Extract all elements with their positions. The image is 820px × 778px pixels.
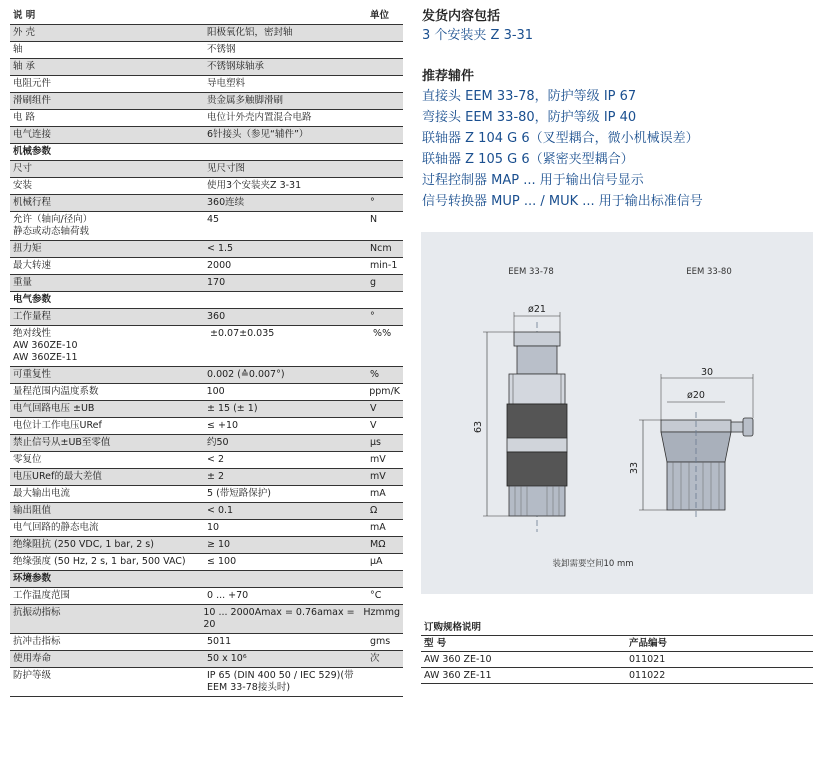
spec-row: [10, 144, 403, 161]
spec-cell: 2000: [207, 260, 232, 271]
spec-row: [10, 651, 403, 668]
spec-cell: [207, 294, 210, 305]
spec-cell: %: [382, 328, 392, 339]
spec-row: [10, 367, 403, 384]
spec-cell: ms: [376, 636, 391, 647]
spec-row: [10, 469, 403, 486]
spec-cell: 扭力矩: [13, 243, 42, 254]
order-code: 011021: [629, 654, 666, 665]
spec-cell: 机械参数: [13, 146, 52, 157]
spec-cell: 工作量程: [13, 311, 52, 322]
spec-cell: mm: [375, 607, 394, 618]
delivery-item: 3 个安装夹 Z 3-31: [422, 28, 534, 43]
dim-63: 63: [473, 420, 484, 434]
spec-cell: [370, 78, 373, 89]
spec-cell: 5 (带短路保护): [207, 488, 271, 499]
spec-cell: %: [373, 328, 383, 339]
spec-cell: 零复位: [13, 454, 42, 465]
spec-cell: °: [370, 311, 375, 322]
accessory-item: 弯接头 EEM 33-80，防护等级 IP 40: [422, 110, 637, 125]
spec-row: [10, 25, 403, 42]
spec-cell: AW 360ZE-11: [13, 352, 78, 363]
spec-cell: AW 360ZE-10: [13, 340, 78, 351]
spec-cell: ± 15 (± 1): [207, 403, 258, 414]
spec-cell: 电压URef的最大差值: [13, 471, 102, 482]
spec-row: [10, 503, 403, 520]
spec-cell: 轴 承: [13, 61, 36, 72]
spec-row: [10, 571, 403, 588]
spec-cell: amax = 20: [203, 607, 355, 630]
spec-cell: [370, 61, 373, 72]
spec-cell: < 0.1: [207, 505, 234, 516]
spec-cell: 安装: [13, 180, 33, 191]
spec-row: [10, 418, 403, 435]
spec-cell: mV: [370, 454, 386, 465]
spec-cell: [370, 163, 373, 174]
spec-cell: 防护等级: [13, 670, 52, 681]
spec-cell: ±0.07: [210, 328, 240, 339]
spec-row: [10, 520, 403, 537]
spec-cell: ≥ 10: [207, 539, 231, 550]
spec-row: [10, 110, 403, 127]
order-row: [421, 668, 813, 684]
spec-cell: 使用寿命: [13, 653, 52, 664]
spec-cell: mA: [370, 488, 386, 499]
spec-cell: [370, 112, 373, 123]
dim-d21: ø21: [528, 304, 546, 315]
spec-cell: 可重复性: [13, 369, 52, 380]
spec-cell: 机械行程: [13, 197, 52, 208]
spec-cell: 6针接头（参见“辅件”）: [207, 129, 309, 140]
accessory-item: 信号转换器 MUP ... / MUK ... 用于输出标准信号: [422, 194, 703, 209]
order-table: [421, 620, 813, 684]
spec-cell: [370, 294, 373, 305]
spec-header-unit: 单位: [370, 10, 390, 21]
spec-cell: 禁止信号从±UB至零值: [13, 437, 111, 448]
spec-row: [10, 668, 403, 697]
spec-cell: N: [370, 214, 378, 225]
spec-cell: 贵金属多触脚滑刷: [207, 95, 284, 106]
angle-connector: [629, 367, 753, 518]
spec-cell: 45: [207, 214, 220, 225]
spec-cell: 阳极氧化铝，密封轴: [207, 27, 293, 38]
spec-cell: 电阻元件: [13, 78, 52, 89]
spec-cell: °: [370, 197, 375, 208]
spec-cell: [207, 573, 210, 584]
spec-cell: 重量: [13, 277, 33, 288]
order-code: 011022: [629, 670, 666, 681]
spec-cell: Ω: [370, 505, 378, 516]
spec-cell: 不锈钢球轴承: [207, 61, 265, 72]
spec-cell: 电气参数: [13, 294, 52, 305]
spec-cell: [370, 95, 373, 106]
spec-cell: 轴: [13, 44, 23, 55]
delivery-title: 发货内容包括: [422, 9, 501, 24]
spec-cell: 见尺寸图: [207, 163, 246, 174]
spec-cell: °C: [370, 590, 382, 601]
spec-cell: 绝缘强度 (50 Hz, 2 s, 1 bar, 500 VAC): [13, 556, 186, 567]
order-col-model: 型 号: [424, 638, 447, 649]
order-row: [421, 652, 813, 668]
spec-cell: ppm/K: [369, 386, 400, 397]
spec-cell: min-1: [370, 260, 398, 271]
spec-row: [10, 195, 403, 212]
spec-row: [10, 554, 403, 571]
spec-row: [10, 258, 403, 275]
spec-row: [10, 326, 403, 367]
spec-header-desc: 说 明: [13, 10, 36, 21]
spec-row: [10, 309, 403, 326]
order-header: [421, 636, 813, 652]
spec-cell: %: [370, 369, 380, 380]
spec-cell: 360连续: [207, 197, 245, 208]
order-col-code: 产品编号: [629, 638, 668, 649]
accessory-item: 过程控制器 MAP ... 用于输出信号显示: [422, 173, 644, 188]
spec-cell: 最大转速: [13, 260, 52, 271]
spec-row: [10, 127, 403, 144]
spec-cell: 电位计外壳内置混合电路: [207, 112, 312, 123]
spec-cell: 100: [206, 386, 225, 397]
spec-cell: V: [370, 420, 377, 431]
right-column: [422, 8, 812, 212]
spec-cell: g: [370, 636, 377, 647]
spec-cell: [370, 180, 373, 191]
dim-30: 30: [700, 367, 714, 378]
spec-cell: V: [370, 403, 377, 414]
spec-cell: [207, 146, 210, 157]
spec-cell: 次: [370, 653, 380, 664]
connector-drawing-svg: [421, 232, 813, 594]
spec-cell: [370, 44, 373, 55]
spec-row: [10, 161, 403, 178]
spec-cell: 输出阻值: [13, 505, 52, 516]
spec-row: [10, 435, 403, 452]
spec-row: [10, 384, 403, 401]
spec-cell: g: [370, 277, 377, 288]
mounting-note: 装卸需要空间10 mm: [552, 559, 634, 569]
spec-cell: [370, 27, 373, 38]
accessory-item: 联轴器 Z 104 G 6（叉型耦合，微小机械误差）: [422, 131, 699, 146]
spec-row: [10, 42, 403, 59]
spec-rows: [10, 25, 403, 697]
spec-table: [10, 8, 403, 697]
spec-cell: < 2: [207, 454, 225, 465]
spec-cell: 50: [207, 636, 220, 647]
spec-cell: 尺寸: [13, 163, 33, 174]
spec-cell: (带EEM 33-78接头时): [207, 670, 354, 693]
accessories-title: 推荐辅件: [422, 69, 475, 84]
spec-cell: 外 壳: [13, 27, 36, 38]
spec-cell: 11: [219, 636, 232, 647]
label-eem-33-78: EEM 33-78: [508, 267, 554, 277]
spec-cell: 0.002 (≙0.007°): [207, 369, 285, 380]
spec-row: [10, 537, 403, 554]
order-model: AW 360 ZE-10: [424, 654, 492, 665]
spec-row: [10, 93, 403, 110]
spec-row: [10, 588, 403, 605]
spec-cell: IP 65 (DIN 400 50 / IEC 529): [207, 670, 341, 681]
spec-cell: 使用3个安装夹Z 3-31: [207, 180, 302, 191]
spec-cell: 量程范围内温度系数: [13, 386, 99, 397]
spec-cell: ±0.035: [239, 328, 275, 339]
spec-cell: 10: [207, 522, 220, 533]
spec-row: [10, 634, 403, 651]
order-title: 订购规格说明: [421, 620, 813, 636]
dimension-drawing: [421, 232, 813, 594]
label-eem-33-80: EEM 33-80: [686, 267, 732, 277]
spec-cell: Amax = 0.76: [254, 607, 318, 618]
spec-row: [10, 452, 403, 469]
spec-cell: 约50: [207, 437, 229, 448]
spec-cell: 最大输出电流: [13, 488, 71, 499]
spec-cell: 工作温度范围: [13, 590, 71, 601]
spec-cell: 抗冲击指标: [13, 636, 61, 647]
spec-cell: 不锈钢: [207, 44, 236, 55]
spec-cell: [370, 573, 373, 584]
spec-cell: 电气回路的静态电流: [13, 522, 99, 533]
accessory-item: 直接头 EEM 33-78，防护等级 IP 67: [422, 89, 637, 104]
spec-row: [10, 401, 403, 418]
spec-cell: 电气回路电压 ±UB: [13, 403, 95, 414]
spec-cell: 0 ... +70: [207, 590, 249, 601]
spec-row: [10, 275, 403, 292]
spec-cell: ± 2: [207, 471, 225, 482]
spec-cell: µs: [370, 437, 381, 448]
spec-row: [10, 292, 403, 309]
spec-cell: 360: [207, 311, 226, 322]
spec-cell: [370, 146, 373, 157]
spec-cell: 10 ... 2000: [203, 607, 255, 618]
spec-cell: mV: [370, 471, 386, 482]
spec-cell: mA: [370, 522, 386, 533]
spec-cell: 静态或动态轴荷载: [13, 226, 90, 237]
spec-cell: 导电塑料: [207, 78, 246, 89]
spec-cell: Ncm: [370, 243, 392, 254]
spec-cell: 滑刷组件: [13, 95, 52, 106]
spec-cell: 170: [207, 277, 226, 288]
spec-cell: g: [393, 607, 400, 618]
spec-cell: [370, 129, 373, 140]
spec-cell: ≤ 100: [207, 556, 237, 567]
spec-header: [10, 8, 403, 25]
dim-33: 33: [629, 461, 640, 475]
spec-row: [10, 486, 403, 503]
spec-row: [10, 76, 403, 93]
accessory-item: 联轴器 Z 105 G 6（紧密夹型耦合）: [422, 152, 634, 167]
spec-cell: [370, 670, 373, 681]
spec-cell: MΩ: [370, 539, 386, 550]
spec-cell: µA: [370, 556, 383, 567]
spec-cell: 允许（轴向/径向）: [13, 214, 93, 225]
spec-cell: 电气连接: [13, 129, 52, 140]
straight-connector: [473, 304, 567, 532]
order-model: AW 360 ZE-11: [424, 670, 492, 681]
spec-cell: 环境参数: [13, 573, 52, 584]
spec-cell: 电 路: [13, 112, 36, 123]
spec-cell: < 1.5: [207, 243, 234, 254]
spec-cell: 50 x 10⁶: [207, 653, 247, 664]
spec-row: [10, 59, 403, 76]
spec-row: [10, 212, 403, 241]
spec-cell: 抗振动指标: [13, 607, 61, 618]
spec-cell: 电位计工作电压URef: [13, 420, 102, 431]
spec-row: [10, 178, 403, 195]
spec-row: [10, 605, 403, 634]
spec-row: [10, 241, 403, 258]
spec-cell: ≤ +10: [207, 420, 239, 431]
spec-cell: Hz: [363, 607, 376, 618]
spec-cell: 绝对线性: [13, 328, 52, 339]
spec-cell: 绝缘阻抗 (250 VDC, 1 bar, 2 s): [13, 539, 154, 550]
dim-d20: ø20: [687, 390, 705, 401]
